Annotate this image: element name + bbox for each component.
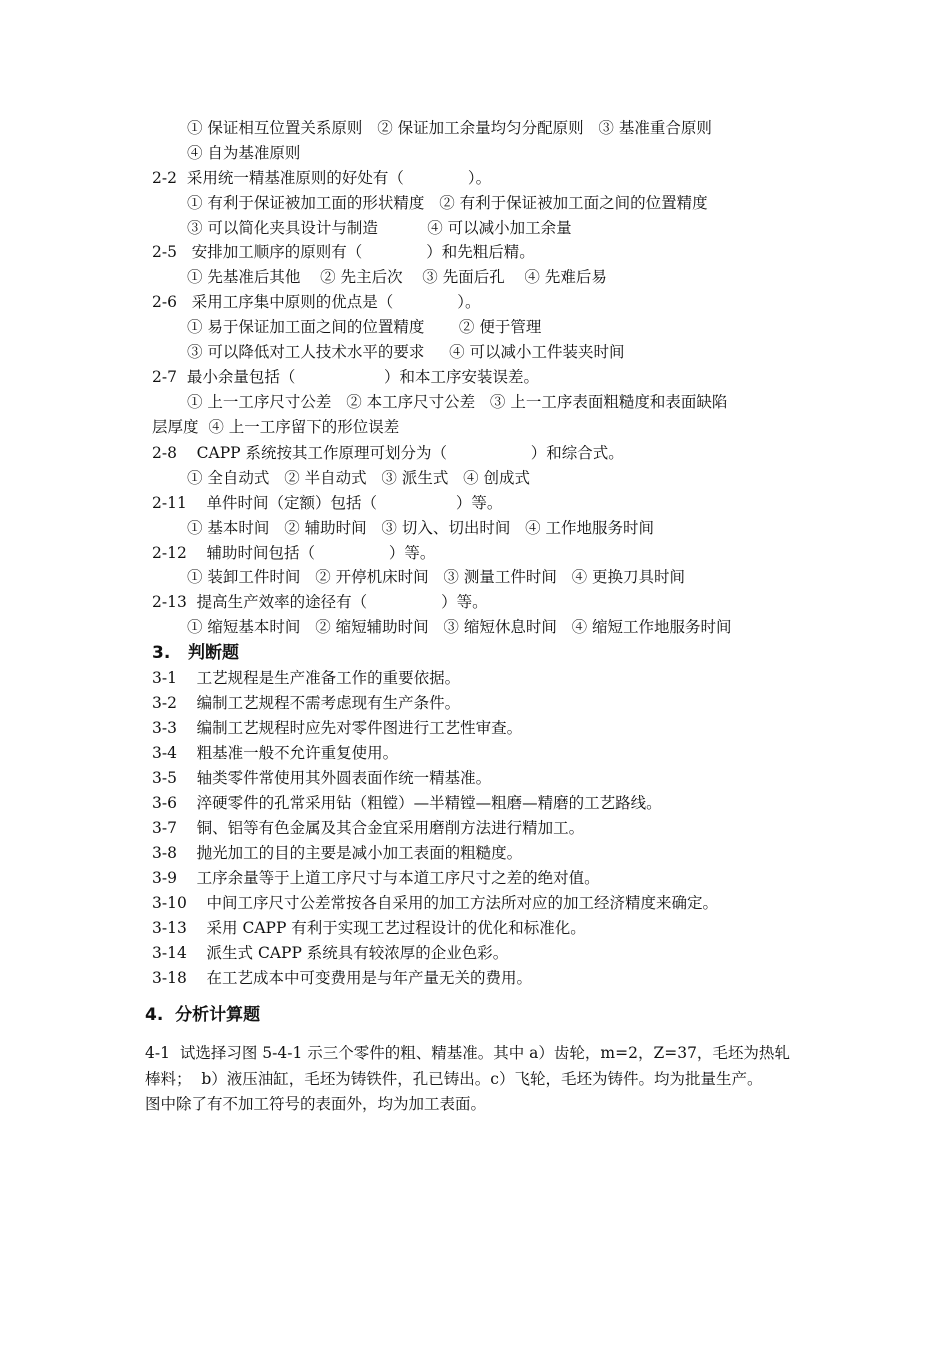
judgement-item: 3-14 派生式 CAPP 系统具有较浓厚的企业色彩。 xyxy=(152,944,509,962)
option-line: ④ 自为基准原则 xyxy=(187,144,301,162)
option-line: ① 有利于保证被加工面的形状精度 ② 有利于保证被加工面之间的位置精度 xyxy=(187,194,708,212)
judgement-item: 3-9 工序余量等于上道工序尺寸与本道工序尺寸之差的绝对值。 xyxy=(152,869,600,887)
analysis-paragraph-line: 4-1 试选择习图 5-4-1 示三个零件的粗、精基准。其中 a）齿轮，m=2，Z=37，毛坯为热轧 xyxy=(145,1044,790,1062)
judgement-item: 3-2 编制工艺规程不需考虑现有生产条件。 xyxy=(152,694,461,712)
option-line: ① 易于保证加工面之间的位置精度 ② 便于管理 xyxy=(187,318,542,336)
section-heading-judgement: 3. 判断题 xyxy=(152,643,240,663)
option-line: ① 上一工序尺寸公差 ② 本工序尺寸公差 ③ 上一工序表面粗糙度和表面缺陷 xyxy=(187,393,728,411)
analysis-paragraph-line: 棒料； b）液压油缸，毛坯为铸铁件，孔已铸出。c）飞轮，毛坯为铸件。均为批量生产。 xyxy=(145,1070,763,1088)
question-line: 2-5 安排加工顺序的原则有（ ）和先粗后精。 xyxy=(152,243,535,261)
judgement-item: 3-3 编制工艺规程时应先对零件图进行工艺性审查。 xyxy=(152,719,523,737)
judgement-item: 3-18 在工艺成本中可变费用是与年产量无关的费用。 xyxy=(152,969,533,987)
option-line: ③ 可以简化夹具设计与制造 ④ 可以减小加工余量 xyxy=(187,219,572,237)
judgement-item: 3-7 铜、铝等有色金属及其合金宜采用磨削方法进行精加工。 xyxy=(152,819,585,837)
option-line: ① 先基准后其他 ② 先主后次 ③ 先面后孔 ④ 先难后易 xyxy=(187,268,607,286)
option-line: ① 全自动式 ② 半自动式 ③ 派生式 ④ 创成式 xyxy=(187,469,531,487)
question-line: 2-7 最小余量包括（ ）和本工序安装误差。 xyxy=(152,368,540,386)
judgement-item: 3-10 中间工序尺寸公差常按各自采用的加工方法所对应的加工经济精度来确定。 xyxy=(152,894,719,912)
question-line: 2-2 采用统一精基准原则的好处有（ ）。 xyxy=(152,169,492,187)
judgement-item: 3-1 工艺规程是生产准备工作的重要依据。 xyxy=(152,669,461,687)
judgement-item: 3-4 粗基准一般不允许重复使用。 xyxy=(152,744,399,762)
judgement-item: 3-8 抛光加工的目的主要是减小加工表面的粗糙度。 xyxy=(152,844,523,862)
question-line: 2-8 CAPP 系统按其工作原理可划分为（ ）和综合式。 xyxy=(152,444,624,462)
option-line-continued: 层厚度 ④ 上一工序留下的形位误差 xyxy=(152,418,400,436)
question-line: 2-11 单件时间（定额）包括（ ）等。 xyxy=(152,494,503,512)
option-line: ① 保证相互位置关系原则 ② 保证加工余量均匀分配原则 ③ 基准重合原则 xyxy=(187,119,712,137)
option-line: ① 基本时间 ② 辅助时间 ③ 切入、切出时间 ④ 工作地服务时间 xyxy=(187,519,655,537)
question-line: 2-13 提高生产效率的途径有（ ）等。 xyxy=(152,593,488,611)
judgement-item: 3-13 采用 CAPP 有利于实现工艺过程设计的优化和标准化。 xyxy=(152,919,586,937)
judgement-item: 3-5 轴类零件常使用其外圆表面作统一精基准。 xyxy=(152,769,492,787)
question-line: 2-6 采用工序集中原则的优点是（ ）。 xyxy=(152,293,481,311)
option-line: ① 缩短基本时间 ② 缩短辅助时间 ③ 缩短休息时间 ④ 缩短工作地服务时间 xyxy=(187,618,732,636)
option-line: ① 装卸工件时间 ② 开停机床时间 ③ 测量工件时间 ④ 更换刀具时间 xyxy=(187,568,686,586)
section-heading-analysis: 4. 分析计算题 xyxy=(145,1005,261,1025)
question-line: 2-12 辅助时间包括（ ）等。 xyxy=(152,544,436,562)
analysis-paragraph-line: 图中除了有不加工符号的表面外，均为加工表面。 xyxy=(145,1095,487,1113)
option-line: ③ 可以降低对工人技术水平的要求 ④ 可以减小工件装夹时间 xyxy=(187,343,625,361)
judgement-item: 3-6 淬硬零件的孔常采用钻（粗镗）—半精镗—粗磨—精磨的工艺路线。 xyxy=(152,794,662,812)
